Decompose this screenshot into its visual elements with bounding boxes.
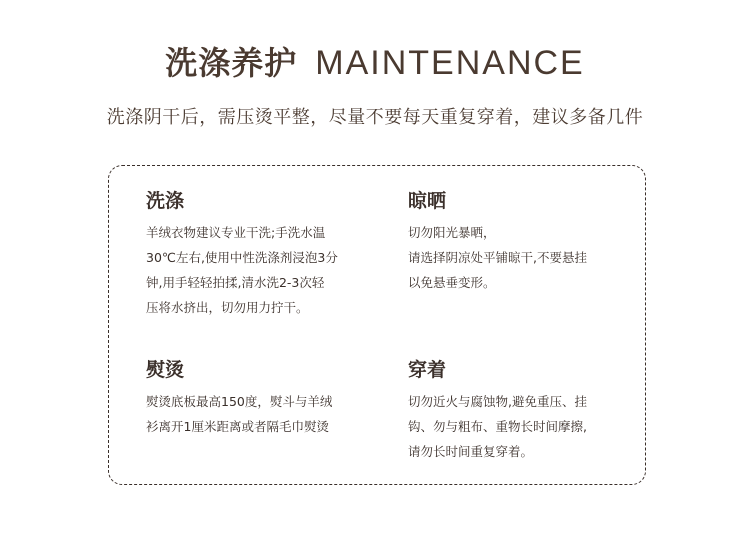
- title-chinese: 洗涤养护: [165, 44, 298, 82]
- section-text-line: 30℃左右,使用中性洗涤剂浸泡3分: [146, 250, 338, 265]
- section-wearing: [408, 357, 587, 464]
- care-instructions-card: [108, 165, 646, 485]
- section-text-line: 请选择阴凉处平铺晾干,不要悬挂: [408, 250, 587, 265]
- section-ironing: [146, 357, 332, 439]
- section-title-washing: 洗涤: [146, 190, 185, 212]
- section-text-line: 请勿长时间重复穿着。: [408, 444, 534, 459]
- page-subtitle: 洗涤阴干后，需压烫平整，尽量不要每天重复穿着，建议多备几件: [106, 107, 644, 128]
- section-text-line: 羊绒衣物建议专业干洗;手洗水温: [146, 225, 326, 240]
- section-title-ironing: 熨烫: [146, 359, 185, 381]
- section-washing: [146, 188, 338, 320]
- title-english: MAINTENANCE: [315, 44, 585, 82]
- section-text-line: 切勿近火与腐蚀物,避免重压、挂: [408, 394, 587, 409]
- section-text-line: 钟,用手轻轻拍揉,清水洗2-3次轻: [146, 275, 325, 290]
- section-text-line: 钩、勿与粗布、重物长时间摩擦,: [408, 419, 587, 434]
- section-title-wearing: 穿着: [408, 359, 447, 381]
- section-text-line: 压将水挤出，切勿用力拧干。: [146, 300, 309, 315]
- section-text-line: 以免悬垂变形。: [408, 275, 496, 290]
- section-text-line: 熨烫底板最高150度，熨斗与羊绒: [146, 394, 333, 409]
- page-title: [0, 38, 750, 84]
- section-drying: [408, 188, 587, 295]
- section-text-line: 切勿阳光暴晒，: [408, 225, 496, 240]
- section-title-drying: 晾晒: [408, 190, 447, 212]
- section-text-line: 衫离开1厘米距离或者隔毛巾熨烫: [146, 419, 329, 434]
